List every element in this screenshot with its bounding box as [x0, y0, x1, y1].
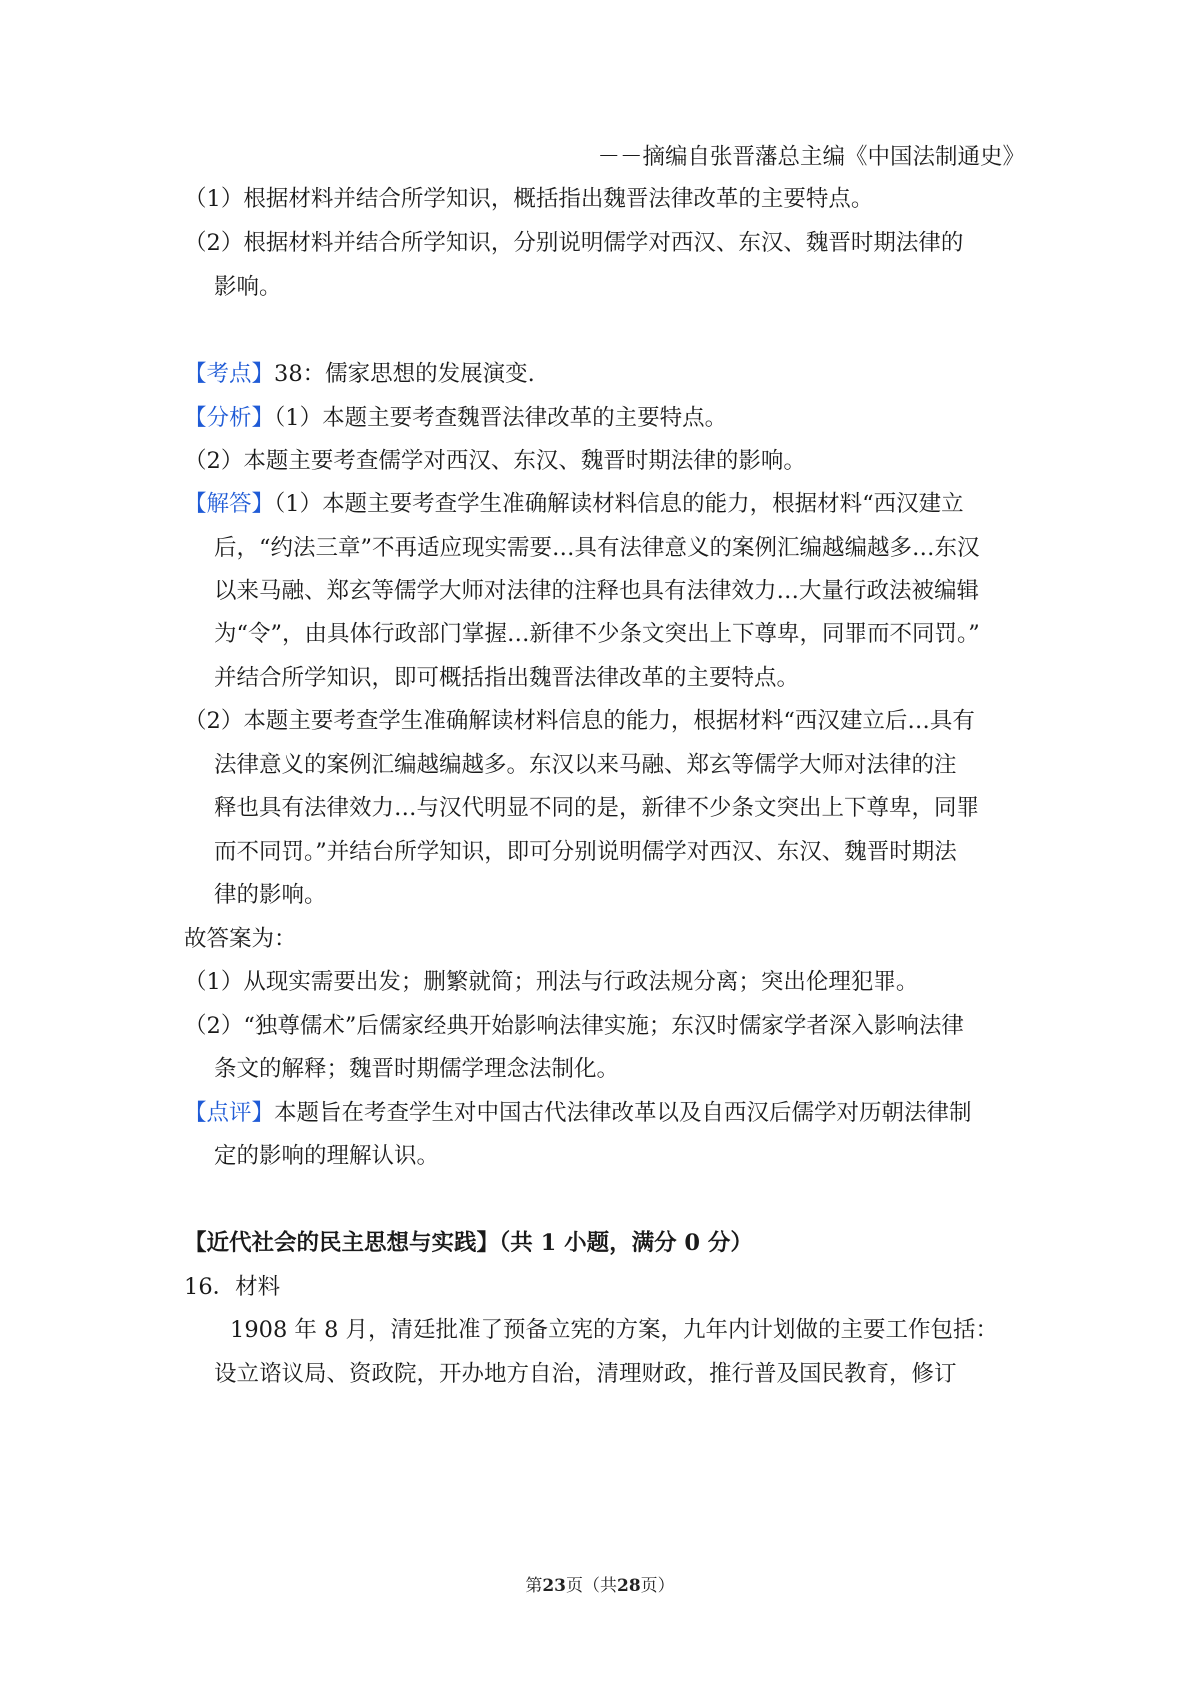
answer-intro: 故答案为： — [184, 926, 297, 952]
jieda-p2-line3: 释也具有法律效力…与汉代明显不同的是，新律不少条文突出上下尊卑，同罪 — [214, 795, 980, 821]
question-1: （1）根据材料并结合所学知识，概括指出魏晋法律改革的主要特点。 — [184, 186, 874, 212]
page-footer — [0, 1574, 1200, 1598]
fenxi-text-2: （2）本题主要考查儒学对西汉、东汉、魏晋时期法律的影响。 — [184, 448, 806, 474]
jieda-p1-line2: 后，“约法三章”不再适应现实需要…具有法律意义的案例汇编越编越多…东汉 — [214, 535, 980, 561]
dianping-tag: 【点评】 — [184, 1100, 275, 1126]
jieda-p1-line5: 并结合所学知识，即可概括指出魏晋法律改革的主要特点。 — [214, 665, 800, 691]
fenxi-text-1: （1）本题主要考查魏晋法律改革的主要特点。 — [274, 405, 728, 431]
jieda-row — [184, 487, 964, 521]
footer-total-pages: 28 — [617, 1576, 641, 1596]
kaodian-tag: 【考点】 — [184, 361, 275, 387]
source-citation: －－摘编自张晋藩总主编《中国法制通史》 — [597, 144, 1025, 170]
section-title: 【近代社会的民主思想与实践】 — [184, 1230, 500, 1256]
jieda-p1-line1: （1）本题主要考查学生准确解读材料信息的能力，根据材料“西汉建立 — [274, 491, 964, 517]
footer-page-number: 23 — [542, 1576, 566, 1596]
jieda-p1-line3: 以来马融、郑玄等儒学大师对法律的注释也具有法律效力…大量行政法被编辑 — [214, 578, 980, 604]
fenxi-tag: 【分析】 — [184, 405, 275, 431]
kaodian-row — [184, 357, 535, 391]
dianping-text-2: 定的影响的理解认识。 — [214, 1143, 440, 1169]
answer-1: （1）从现实需要出发；删繁就简；刑法与行政法规分离；突出伦理犯罪。 — [184, 969, 919, 995]
kaodian-text: 38：儒家思想的发展演变. — [274, 361, 535, 387]
question-2-continued: 影响。 — [214, 274, 282, 300]
footer-mid: 页（共 — [566, 1576, 617, 1596]
question-16-line2: 设立谘议局、资政院，开办地方自治，清理财政，推行普及国民教育，修订 — [214, 1361, 957, 1387]
question-2: （2）根据材料并结合所学知识，分别说明儒学对西汉、东汉、魏晋时期法律的 — [184, 230, 964, 256]
section-meta: （共 1 小题，满分 0 分） — [499, 1230, 753, 1256]
section-heading — [184, 1226, 753, 1260]
footer-suffix: 页） — [640, 1576, 675, 1596]
answer-2: （2）“独尊儒术”后儒家经典开始影响法律实施；东汉时儒家学者深入影响法律 — [184, 1013, 964, 1039]
jieda-p2-line2: 法律意义的案例汇编越编越多。东汉以来马融、郑玄等儒学大师对法律的注 — [214, 752, 957, 778]
question-16-label: 16．材料 — [184, 1274, 281, 1300]
footer-prefix: 第 — [525, 1576, 543, 1596]
answer-2-continued: 条文的解释；魏晋时期儒学理念法制化。 — [214, 1056, 620, 1082]
jieda-p2-line1: （2）本题主要考查学生准确解读材料信息的能力，根据材料“西汉建立后…具有 — [184, 708, 975, 734]
jieda-p1-line4: 为“令”，由具体行政部门掌握…新律不少条文突出上下尊卑，同罪而不同罚。” — [214, 621, 980, 647]
jieda-p2-line5: 律的影响。 — [214, 882, 327, 908]
question-16-line1: 1908 年 8 月，清廷批准了预备立宪的方案，九年内计划做的主要工作包括： — [230, 1317, 999, 1343]
fenxi-row — [184, 401, 727, 435]
dianping-row — [184, 1096, 972, 1130]
jieda-p2-line4: 而不同罚。”并结台所学知识，即可分别说明儒学对西汉、东汉、魏晋时期法 — [214, 839, 957, 865]
dianping-text-1: 本题旨在考查学生对中国古代法律改革以及自西汉后儒学对历朝法律制 — [274, 1100, 972, 1126]
jieda-tag: 【解答】 — [184, 491, 275, 517]
